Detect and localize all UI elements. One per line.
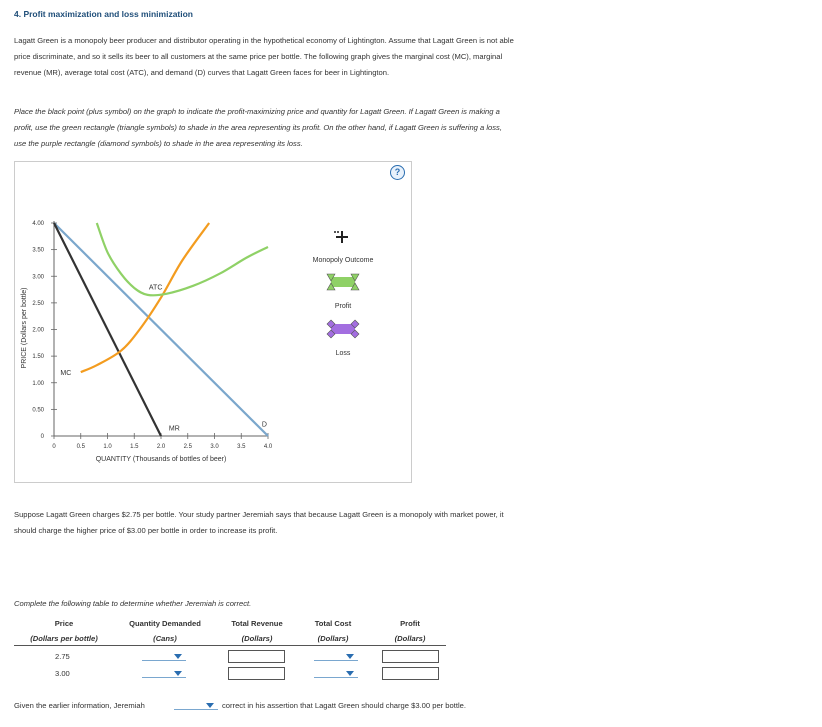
instructions-line: use the purple rectangle (diamond symbols) to shade in the area representing its loss. xyxy=(14,139,303,148)
chevron-down-icon xyxy=(346,654,354,659)
profit-input-row2[interactable] xyxy=(382,667,439,680)
y-tick-label: 0 xyxy=(40,434,44,440)
instructions-line: profit, use the green rectangle (triangle symbols) to shade in the area representing its profit. On the other hand, if Lagatt Green is suffering a loss, xyxy=(14,123,502,132)
curve-mc xyxy=(81,223,209,372)
curve-label-mc: MC xyxy=(60,369,72,377)
final-suffix: correct in his assertion that Lagatt Green should charge $3.00 per bottle. xyxy=(222,701,466,710)
jeremiah-correct-dropdown[interactable] xyxy=(174,700,218,710)
chevron-down-icon xyxy=(174,654,182,659)
profit-rectangle-tool[interactable] xyxy=(327,274,359,290)
intro-line: Lagatt Green is a monopoly beer producer and distributor operating in the hypothetical economy of Lightington. Assume that Lagatt Green is not able xyxy=(14,36,514,45)
chevron-down-icon xyxy=(174,671,182,676)
axes xyxy=(32,221,273,450)
row-price: 3.00 xyxy=(55,669,70,678)
y-tick-label: 2.50 xyxy=(32,300,44,307)
y-tick-label: 3.50 xyxy=(32,247,44,254)
y-tick-label: 3.00 xyxy=(32,274,44,281)
header-profit: Profit xyxy=(400,619,420,628)
curves xyxy=(54,223,268,436)
plus-icon xyxy=(334,231,348,243)
subheader-total-cost: (Dollars) xyxy=(317,634,349,643)
y-tick-label: 0.50 xyxy=(32,407,44,414)
intro-line: price discriminate, and so it sells its beer to all customers at the same price per bottle. The following graph gives the marginal cost (MC), marginal xyxy=(14,52,503,61)
profit-label: Profit xyxy=(334,303,352,310)
chevron-down-icon xyxy=(346,671,354,676)
subheader-profit: (Dollars) xyxy=(394,634,426,643)
chevron-down-icon xyxy=(206,703,214,708)
curve-label-d: D xyxy=(261,421,267,429)
y-axis-label: PRICE (Dollars per bottle) xyxy=(21,287,28,369)
quantity-dropdown-row2[interactable] xyxy=(142,668,186,678)
scenario-line: should charge the higher price of $3.00 per bottle in order to increase its profit. xyxy=(14,526,278,535)
y-tick-label: 4.00 xyxy=(32,221,44,227)
scenario-paragraph xyxy=(14,507,814,539)
subheader-total-revenue: (Dollars) xyxy=(241,634,273,643)
x-tick-label: 3.5 xyxy=(237,444,246,450)
curve-mr xyxy=(54,223,161,436)
loss-rectangle xyxy=(331,324,355,334)
x-tick-label: 1.5 xyxy=(130,444,139,450)
x-tick-label: 0.5 xyxy=(76,444,85,450)
page-title: 4. Profit maximization and loss minimization xyxy=(14,9,194,19)
total-cost-dropdown-row1[interactable] xyxy=(314,651,358,661)
curve-d xyxy=(54,223,268,436)
total-cost-dropdown-row2[interactable] xyxy=(314,668,358,678)
monopoly-outcome-tool[interactable] xyxy=(334,231,348,243)
y-tick-label: 2.00 xyxy=(32,327,44,334)
header-price: Price xyxy=(54,619,74,628)
header-total-revenue: Total Revenue xyxy=(231,619,283,628)
x-tick-label: 1.0 xyxy=(103,444,112,450)
curve-label-mr: MR xyxy=(168,425,180,433)
quantity-dropdown-row1[interactable] xyxy=(142,651,186,661)
x-tick-label: 3.0 xyxy=(210,444,219,450)
header-quantity: Quantity Demanded xyxy=(129,619,201,628)
x-tick-label: 2.0 xyxy=(156,444,166,450)
loss-label: Loss xyxy=(335,350,351,357)
intro-line: revenue (MR), average total cost (ATC), and demand (D) curves that Lagatt Green faces for beer in Lightington. xyxy=(14,68,390,77)
table-instruction: Complete the following table to determine whether Jeremiah is correct. xyxy=(14,599,252,608)
x-tick-label: 0 xyxy=(52,444,56,450)
curve-label-atc: ATC xyxy=(148,284,163,292)
loss-rectangle-tool[interactable] xyxy=(327,320,359,338)
total-revenue-input-row2[interactable] xyxy=(228,667,285,680)
x-tick-label: 4.0 xyxy=(263,444,273,450)
scenario-line: Suppose Lagatt Green charges $2.75 per bottle. Your study partner Jeremiah says that because Lagatt Green is a monopoly with market power, it xyxy=(14,510,504,519)
help-icon[interactable]: ? xyxy=(390,165,405,180)
final-prefix: Given the earlier information, Jeremiah xyxy=(14,701,145,710)
instructions-line: Place the black point (plus symbol) on the graph to indicate the profit-maximizing price and quantity for Lagatt Green. If Lagatt Green is making a xyxy=(14,107,500,116)
table-header-divider xyxy=(14,645,446,646)
row-price: 2.75 xyxy=(55,652,70,661)
y-tick-label: 1.00 xyxy=(32,380,44,387)
monopoly-outcome-label: Monopoly Outcome xyxy=(312,257,374,264)
profit-input-row1[interactable] xyxy=(382,650,439,663)
header-total-cost: Total Cost xyxy=(314,619,352,628)
subheader-quantity: (Cans) xyxy=(153,634,177,643)
y-tick-label: 1.50 xyxy=(32,354,44,361)
total-revenue-input-row1[interactable] xyxy=(228,650,285,663)
subheader-price: (Dollars per bottle) xyxy=(30,634,98,643)
profit-rectangle xyxy=(331,277,355,287)
x-tick-label: 2.5 xyxy=(183,444,192,450)
x-axis-label: QUANTITY (Thousands of bottles of beer) xyxy=(95,456,227,463)
